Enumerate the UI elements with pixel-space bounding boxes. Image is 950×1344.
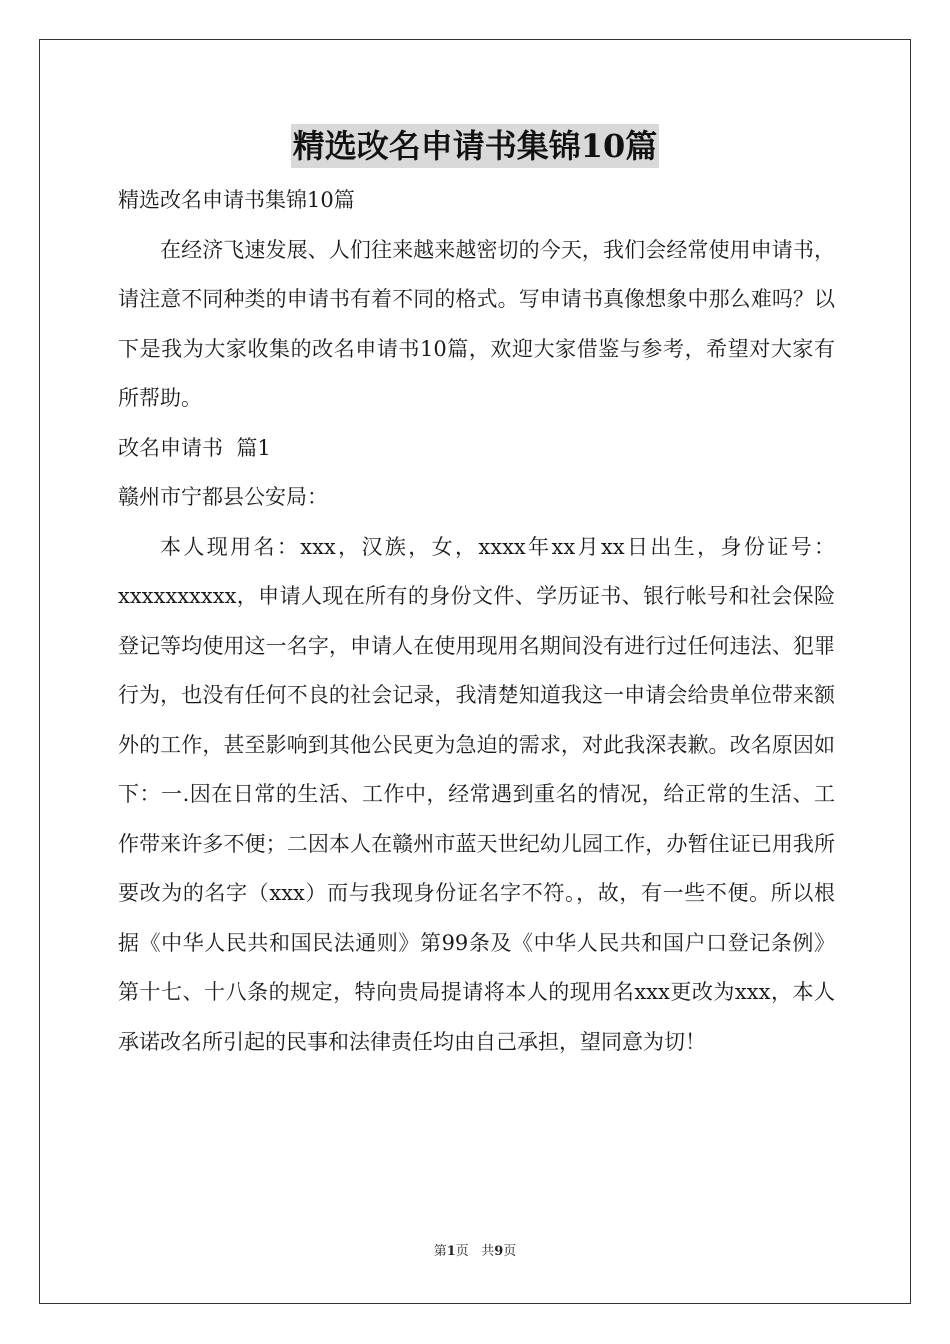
document-subtitle: 精选改名申请书集锦10篇 bbox=[118, 188, 355, 212]
footer-prefix: 第 bbox=[433, 1244, 447, 1259]
footer-suffix: 页 bbox=[503, 1244, 517, 1259]
addressee: 赣州市宁都县公安局： bbox=[118, 485, 328, 509]
footer-total-pages: 9 bbox=[494, 1244, 504, 1259]
section-heading: 改名申请书 篇1 bbox=[118, 435, 271, 460]
footer-mid: 页 共 bbox=[455, 1244, 495, 1259]
page-footer bbox=[0, 1240, 950, 1259]
intro-paragraph: 在经济飞速发展、人们往来越来越密切的今天，我们会经常使用申请书，请注意不同种类的申请书有着不同的格式。写申请书真像想象中那么难吗？以下是我为大家收集的改名申请书10篇，欢迎大家借鉴与参考，希望对大家有所帮助。 bbox=[118, 237, 835, 410]
document-body bbox=[118, 176, 835, 1067]
title-container bbox=[0, 124, 950, 168]
document-title: 精选改名申请书集锦10篇 bbox=[291, 124, 660, 168]
body-paragraph: 本人现用名：xxx，汉族，女，xxxx年xx月xx日出生，身份证号：xxxxxxxxxx，申请人现在所有的身份文件、学历证书、银行帐号和社会保险登记等均使用这一名字，申请人在使用现用名期间没有进行过任何违法、犯罪行为，也没有任何不良的社会记录，我清楚知道我这一申请会给贵单位带来额外的工作，甚至影响到其他公民更为急迫的需求，对此我深表歉。改名原因如下：一.因在日常的生活、工作中，经常遇到重名的情况，给正常的生活、工作带来许多不便；二因本人在赣州市蓝天世纪幼儿园工作，办暂住证已用我所要改为的名字（xxx）而与我现身份证名字不符。，故，有一些不便。所以根据《中华人民共和国民法通则》第99条及《中华人民共和国户口登记条例》第十七、十八条的规定，特向贵局提请将本人的现用名xxx更改为xxx，本人承诺改名所引起的民事和法律责任均由自己承担，望同意为切！ bbox=[118, 534, 835, 1054]
footer-current-page: 1 bbox=[446, 1244, 456, 1259]
